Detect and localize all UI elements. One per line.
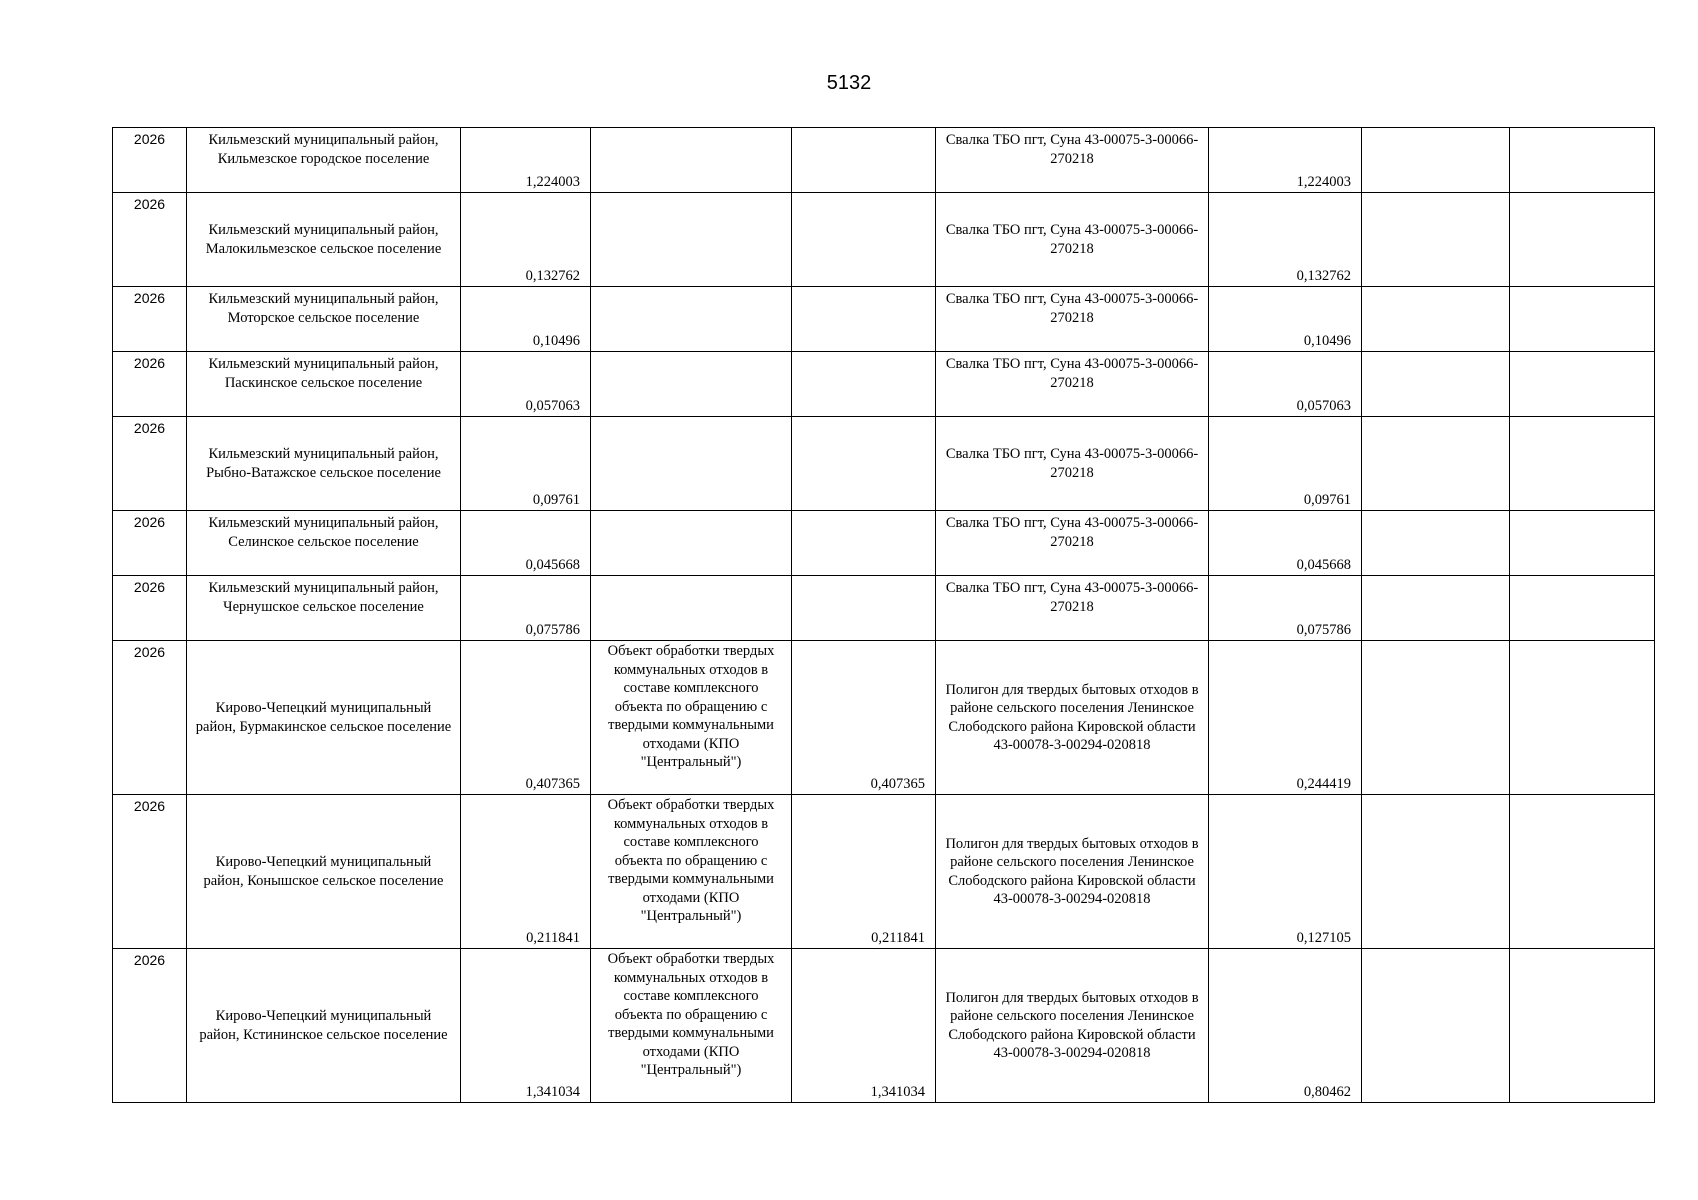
empty-cell [1362,511,1510,576]
table-row [113,576,1655,641]
disposal-facility-cell: Полигон для твердых бытовых отходов в районе сельского поселения Ленинское Слободского района Кировской области 43-00078-3-00294-020818 [936,795,1209,949]
value-c-cell: 0,10496 [1209,287,1362,352]
empty-cell [1362,949,1510,1103]
municipality-cell: Кильмезский муниципальный район, Малокильмезское сельское поселение [187,193,461,287]
municipality-cell: Кильмезский муниципальный район, Моторское сельское поселение [187,287,461,352]
disposal-facility-cell: Свалка ТБО пгт, Суна 43-00075-3-00066-270218 [936,417,1209,511]
value-a-cell: 0,045668 [461,511,591,576]
value-c-cell: 0,09761 [1209,417,1362,511]
year-cell: 2026 [113,576,187,641]
value-b-cell: 0,407365 [792,641,936,795]
value-a-cell: 0,407365 [461,641,591,795]
processing-object-cell [591,128,792,193]
table-row [113,511,1655,576]
municipality-cell: Кильмезский муниципальный район, Паскинское сельское поселение [187,352,461,417]
empty-cell [1510,511,1655,576]
empty-cell [1510,417,1655,511]
empty-cell [1510,949,1655,1103]
municipality-cell: Кильмезский муниципальный район, Кильмезское городское поселение [187,128,461,193]
year-cell: 2026 [113,511,187,576]
year-cell: 2026 [113,795,187,949]
value-b-cell [792,511,936,576]
page-number: 5132 [826,72,872,94]
municipality-cell: Кирово-Чепецкий муниципальный район, Бурмакинское сельское поселение [187,641,461,795]
value-c-cell: 0,057063 [1209,352,1362,417]
empty-cell [1362,576,1510,641]
disposal-facility-cell: Свалка ТБО пгт, Суна 43-00075-3-00066-270218 [936,576,1209,641]
empty-cell [1362,193,1510,287]
year-cell: 2026 [113,128,187,193]
empty-cell [1362,352,1510,417]
value-c-cell: 0,80462 [1209,949,1362,1103]
disposal-facility-cell: Свалка ТБО пгт, Суна 43-00075-3-00066-270218 [936,193,1209,287]
disposal-facility-cell: Свалка ТБО пгт, Суна 43-00075-3-00066-270218 [936,287,1209,352]
disposal-facility-cell: Свалка ТБО пгт, Суна 43-00075-3-00066-270218 [936,128,1209,193]
year-cell: 2026 [113,287,187,352]
year-cell: 2026 [113,352,187,417]
value-a-cell: 1,341034 [461,949,591,1103]
table-row [113,795,1655,949]
table-row [113,193,1655,287]
municipality-cell: Кирово-Чепецкий муниципальный район, Конышское сельское поселение [187,795,461,949]
value-b-cell [792,287,936,352]
processing-object-cell: Объект обработки твердых коммунальных отходов в составе комплексного объекта по обращению с твердыми коммунальными отходами (КПО "Центральный") [591,949,792,1103]
value-b-cell [792,417,936,511]
value-c-cell: 0,244419 [1209,641,1362,795]
value-a-cell: 0,075786 [461,576,591,641]
processing-object-cell [591,352,792,417]
empty-cell [1510,128,1655,193]
disposal-facility-cell: Полигон для твердых бытовых отходов в районе сельского поселения Ленинское Слободского района Кировской области 43-00078-3-00294-020818 [936,949,1209,1103]
value-a-cell: 1,224003 [461,128,591,193]
value-a-cell: 0,09761 [461,417,591,511]
table-row [113,287,1655,352]
value-c-cell: 0,127105 [1209,795,1362,949]
processing-object-cell [591,511,792,576]
empty-cell [1362,128,1510,193]
municipality-cell: Кирово-Чепецкий муниципальный район, Кстининское сельское поселение [187,949,461,1103]
municipality-cell: Кильмезский муниципальный район, Селинское сельское поселение [187,511,461,576]
value-b-cell: 0,211841 [792,795,936,949]
table-row [113,949,1655,1103]
empty-cell [1510,576,1655,641]
value-a-cell: 0,10496 [461,287,591,352]
municipality-cell: Кильмезский муниципальный район, Чернушское сельское поселение [187,576,461,641]
year-cell: 2026 [113,641,187,795]
table-row [113,641,1655,795]
value-b-cell [792,193,936,287]
processing-object-cell [591,287,792,352]
empty-cell [1362,641,1510,795]
empty-cell [1510,193,1655,287]
empty-cell [1362,417,1510,511]
processing-object-cell [591,193,792,287]
processing-object-cell [591,576,792,641]
municipality-cell: Кильмезский муниципальный район, Рыбно-Ватажское сельское поселение [187,417,461,511]
disposal-facility-cell: Свалка ТБО пгт, Суна 43-00075-3-00066-270218 [936,352,1209,417]
value-c-cell: 0,132762 [1209,193,1362,287]
processing-object-cell: Объект обработки твердых коммунальных отходов в составе комплексного объекта по обращению с твердыми коммунальными отходами (КПО "Центральный") [591,641,792,795]
value-c-cell: 1,224003 [1209,128,1362,193]
value-a-cell: 0,132762 [461,193,591,287]
empty-cell [1510,352,1655,417]
table-row [113,128,1655,193]
empty-cell [1510,641,1655,795]
year-cell: 2026 [113,949,187,1103]
data-table [112,127,1655,1103]
value-b-cell: 1,341034 [792,949,936,1103]
processing-object-cell [591,417,792,511]
value-c-cell: 0,045668 [1209,511,1362,576]
processing-object-cell: Объект обработки твердых коммунальных отходов в составе комплексного объекта по обращению с твердыми коммунальными отходами (КПО "Центральный") [591,795,792,949]
disposal-facility-cell: Полигон для твердых бытовых отходов в районе сельского поселения Ленинское Слободского района Кировской области 43-00078-3-00294-020818 [936,641,1209,795]
year-cell: 2026 [113,193,187,287]
value-c-cell: 0,075786 [1209,576,1362,641]
table-row [113,417,1655,511]
disposal-facility-cell: Свалка ТБО пгт, Суна 43-00075-3-00066-270218 [936,511,1209,576]
value-b-cell [792,128,936,193]
empty-cell [1510,795,1655,949]
empty-cell [1362,287,1510,352]
value-b-cell [792,576,936,641]
value-b-cell [792,352,936,417]
year-cell: 2026 [113,417,187,511]
value-a-cell: 0,211841 [461,795,591,949]
empty-cell [1510,287,1655,352]
table-row [113,352,1655,417]
value-a-cell: 0,057063 [461,352,591,417]
empty-cell [1362,795,1510,949]
